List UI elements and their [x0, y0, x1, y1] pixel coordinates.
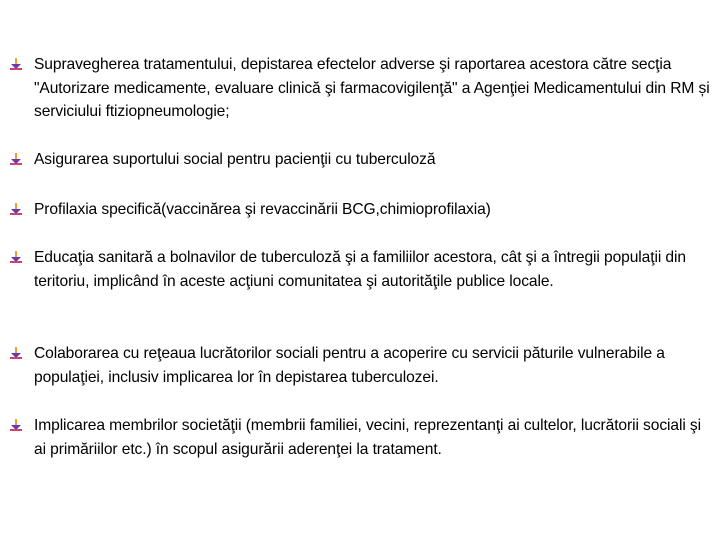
list-item: Colaborarea cu reţeaua lucrătorilor sociali pentru a acoperire cu servicii păturile vulnerabile a populaţiei, inclusiv implicarea lor în depistarea tuberculozei.: [34, 342, 694, 389]
list-item: Implicarea membrilor societăţii (membrii familiei, vecini, reprezentanţi ai cultelor, lucrătorii sociali şi ai primăriilor etc.) în scopul asigurării aderenţei la tratament.: [34, 414, 714, 461]
list-item: Supravegherea tratamentului, depistarea efectelor adverse şi raportarea acestora către secţia "Autorizare medicamente, evaluare clinică şi farmacovigilenţă" a Agenţiei Medicamentului din RM și serviciului ftiziopneumologie;: [34, 53, 714, 124]
list-item: Profilaxia specifică(vaccinărea şi revaccinării BCG,chimioprofilaxia): [34, 198, 720, 222]
arrow-down-bullet-icon: [10, 419, 22, 431]
arrow-down-bullet-icon: [10, 251, 22, 263]
arrow-down-bullet-icon: [10, 347, 22, 359]
arrow-down-bullet-icon: [10, 58, 22, 70]
arrow-down-bullet-icon: [10, 153, 22, 165]
list-item: Asigurarea suportului social pentru pacienţii cu tuberculoză: [34, 148, 720, 172]
list-item: Educaţia sanitară a bolnavilor de tuberculoză şi a familiilor acestora, cât şi a întregii populaţii din teritoriu, implicând în aceste acţiuni comunitatea şi autorităţile publice locale.: [34, 246, 720, 293]
arrow-down-bullet-icon: [10, 203, 22, 215]
